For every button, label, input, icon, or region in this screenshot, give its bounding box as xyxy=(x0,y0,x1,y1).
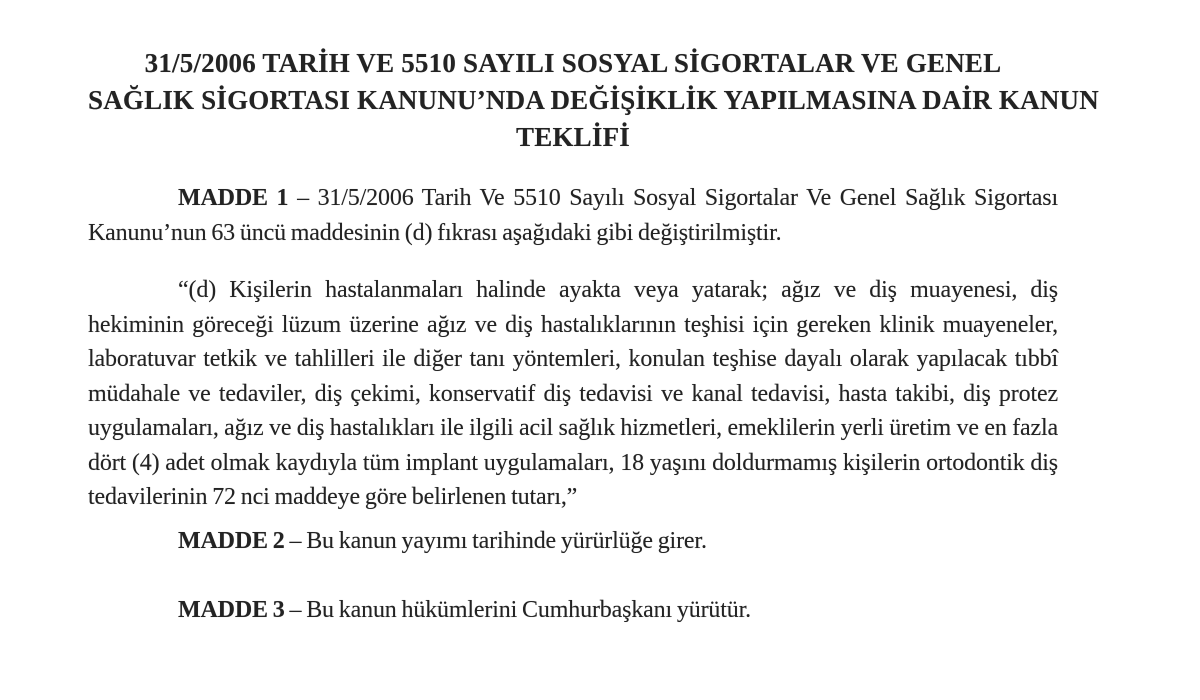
article-2-dash: – xyxy=(289,527,302,554)
article-1-dash: – xyxy=(297,185,309,211)
article-3-text: Bu kanun hükümlerini Cumhurbaşkanı yürütür. xyxy=(306,597,752,623)
article-2-label: MADDE 2 xyxy=(178,527,285,554)
article-3-dash: – xyxy=(289,597,302,623)
article-2-text: Bu kanun yayımı tarihinde yürürlüğe girer. xyxy=(306,527,707,554)
title-line-2: SAĞLIK SİGORTASI KANUNU’NDA DEĞİŞİKLİK YAPILMASINA DAİR KANUN xyxy=(88,85,1099,115)
title-line-1: 31/5/2006 TARİH VE 5510 SAYILI SOSYAL SİGORTALAR VE GENEL xyxy=(144,48,1002,78)
article-1-label: MADDE 1 xyxy=(178,185,289,211)
document-content xyxy=(88,0,1099,628)
article-1-text: 31/5/2006 Tarih Ve 5510 Sayılı Sosyal Sigortalar Ve Genel Sağlık Sigortası Kanunu’nun 63 üncü maddesinin (d) fıkrası aşağıdaki gibi değiştirilmiştir. xyxy=(88,185,1059,246)
title-line-3: TEKLİFİ xyxy=(516,122,630,152)
article-3-paragraph xyxy=(88,593,1058,628)
article-d-clause-text: “(d) Kişilerin hastalanmaları halinde ayakta veya yatarak; ağız ve diş muayenesi, diş hekiminin göreceği lüzum üzerine ağız ve diş hastalıklarının teşhisi için gereken klinik muayeneler, laboratuvar tetkik ve tahlilleri ile diğer tanı yöntemleri, konulan teşhise dayalı olarak yapılacak tıbbî müdahale ve tedaviler, diş çekimi, konservatif diş tedavisi ve kanal tedavisi, hasta takibi, diş protez uygulamaları, ağız ve diş hastalıkları ile ilgili acil sağlık hizmetleri, emeklilerin yerli üretim ve en fazla dört (4) adet olmak kaydıyla tüm implant uygulamaları, 18 yaşını doldurmamış kişilerin ortodontik diş tedavilerinin 72 nci maddeye göre belirlenen tutarı,” xyxy=(88,277,1058,510)
article-d-clause-paragraph xyxy=(88,273,1058,515)
article-2-paragraph xyxy=(88,524,1058,559)
article-3-label: MADDE 3 xyxy=(178,597,285,623)
article-1-paragraph xyxy=(88,181,1058,250)
document-title xyxy=(88,45,1099,156)
